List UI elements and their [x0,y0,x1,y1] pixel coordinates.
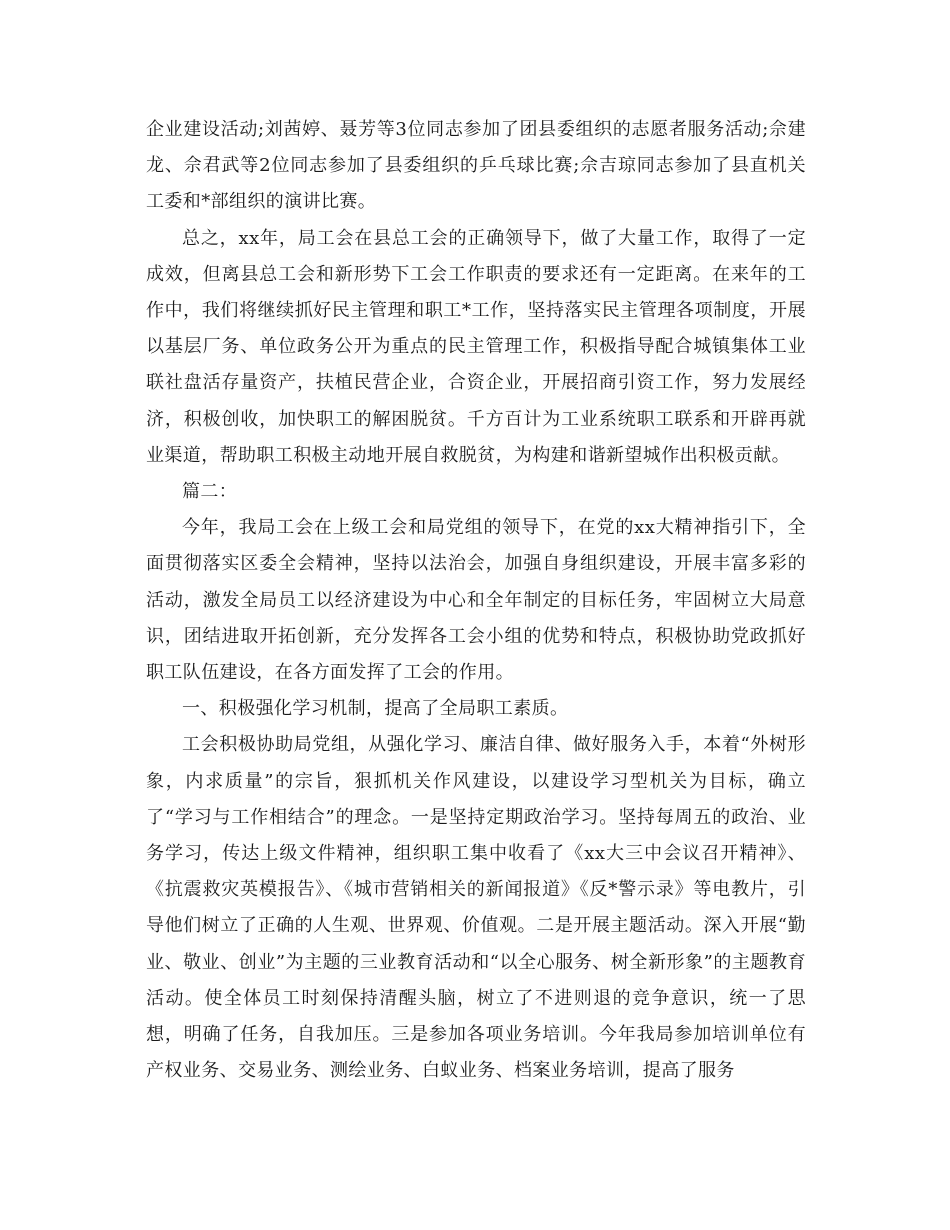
paragraph-3: 今年，我局工会在上级工会和局党组的领导下，在党的xx大精神指引下，全面贯彻落实区委全会精神，坚持以法治会，加强自身组织建设，开展丰富多彩的活动，激发全局员工以经济建设为中心和全年制定的目标任务，牢固树立大局意识，团结进取开拓创新，充分发挥各工会小组的优势和特点，积极协助党政抓好职工队伍建设，在各方面发挥了工会的作用。 [146,517,806,684]
document-body [146,112,806,1089]
subheading-learning-mechanism: 一、积极强化学习机制，提高了全局职工素质。 [182,698,569,720]
paragraph-1: 企业建设活动;刘茜婷、聂芳等3位同志参加了团县委组织的志愿者服务活动;佘建龙、佘君武等2位同志参加了县委组织的乒乓球比赛;佘吉琼同志参加了县直机关工委和*部组织的演讲比赛。 [146,119,806,213]
section-heading-part-two: 篇二： [182,481,238,503]
paragraph-2: 总之，xx年，局工会在县总工会的正确领导下，做了大量工作，取得了一定成效，但离县总工会和新形势下工会工作职责的要求还有一定距离。在来年的工作中，我们将继续抓好民主管理和职工*工作，坚持落实民主管理各项制度，开展以基层厂务、单位政务公开为重点的民主管理工作，积极指导配合城镇集体工业联社盘活存量资产，扶植民营企业，合资企业，开展招商引资工作，努力发展经济，积极创收，加快职工的解困脱贫。千方百计为工业系统职工联系和开辟再就业渠道，帮助职工积极主动地开展自救脱贫，为构建和谐新望城作出积极贡献。 [146,227,806,466]
paragraph-4: 工会积极协助局党组，从强化学习、廉洁自律、做好服务入手，本着“外树形象，内求质量”的宗旨，狠抓机关作风建设，以建设学习型机关为目标，确立了“学习与工作相结合”的理念。一是坚持定期政治学习。坚持每周五的政治、业务学习，传达上级文件精神，组织职工集中收看了《xx大三中会议召开精神》、《抗震救灾英模报告》、《城市营销相关的新闻报道》《反*警示录》等电教片，引导他们树立了正确的人生观、世界观、价值观。二是开展主题活动。深入开展“勤业、敬业、创业”为主题的三业教育活动和“以全心服务、树全新形象”的主题教育活动。使全体员工时刻保持清醒头脑，树立了不进则退的竞争意识，统一了思想，明确了任务，自我加压。三是参加各项业务培训。今年我局参加培训单位有产权业务、交易业务、测绘业务、白蚁业务、档案业务培训，提高了服务 [146,734,806,1082]
